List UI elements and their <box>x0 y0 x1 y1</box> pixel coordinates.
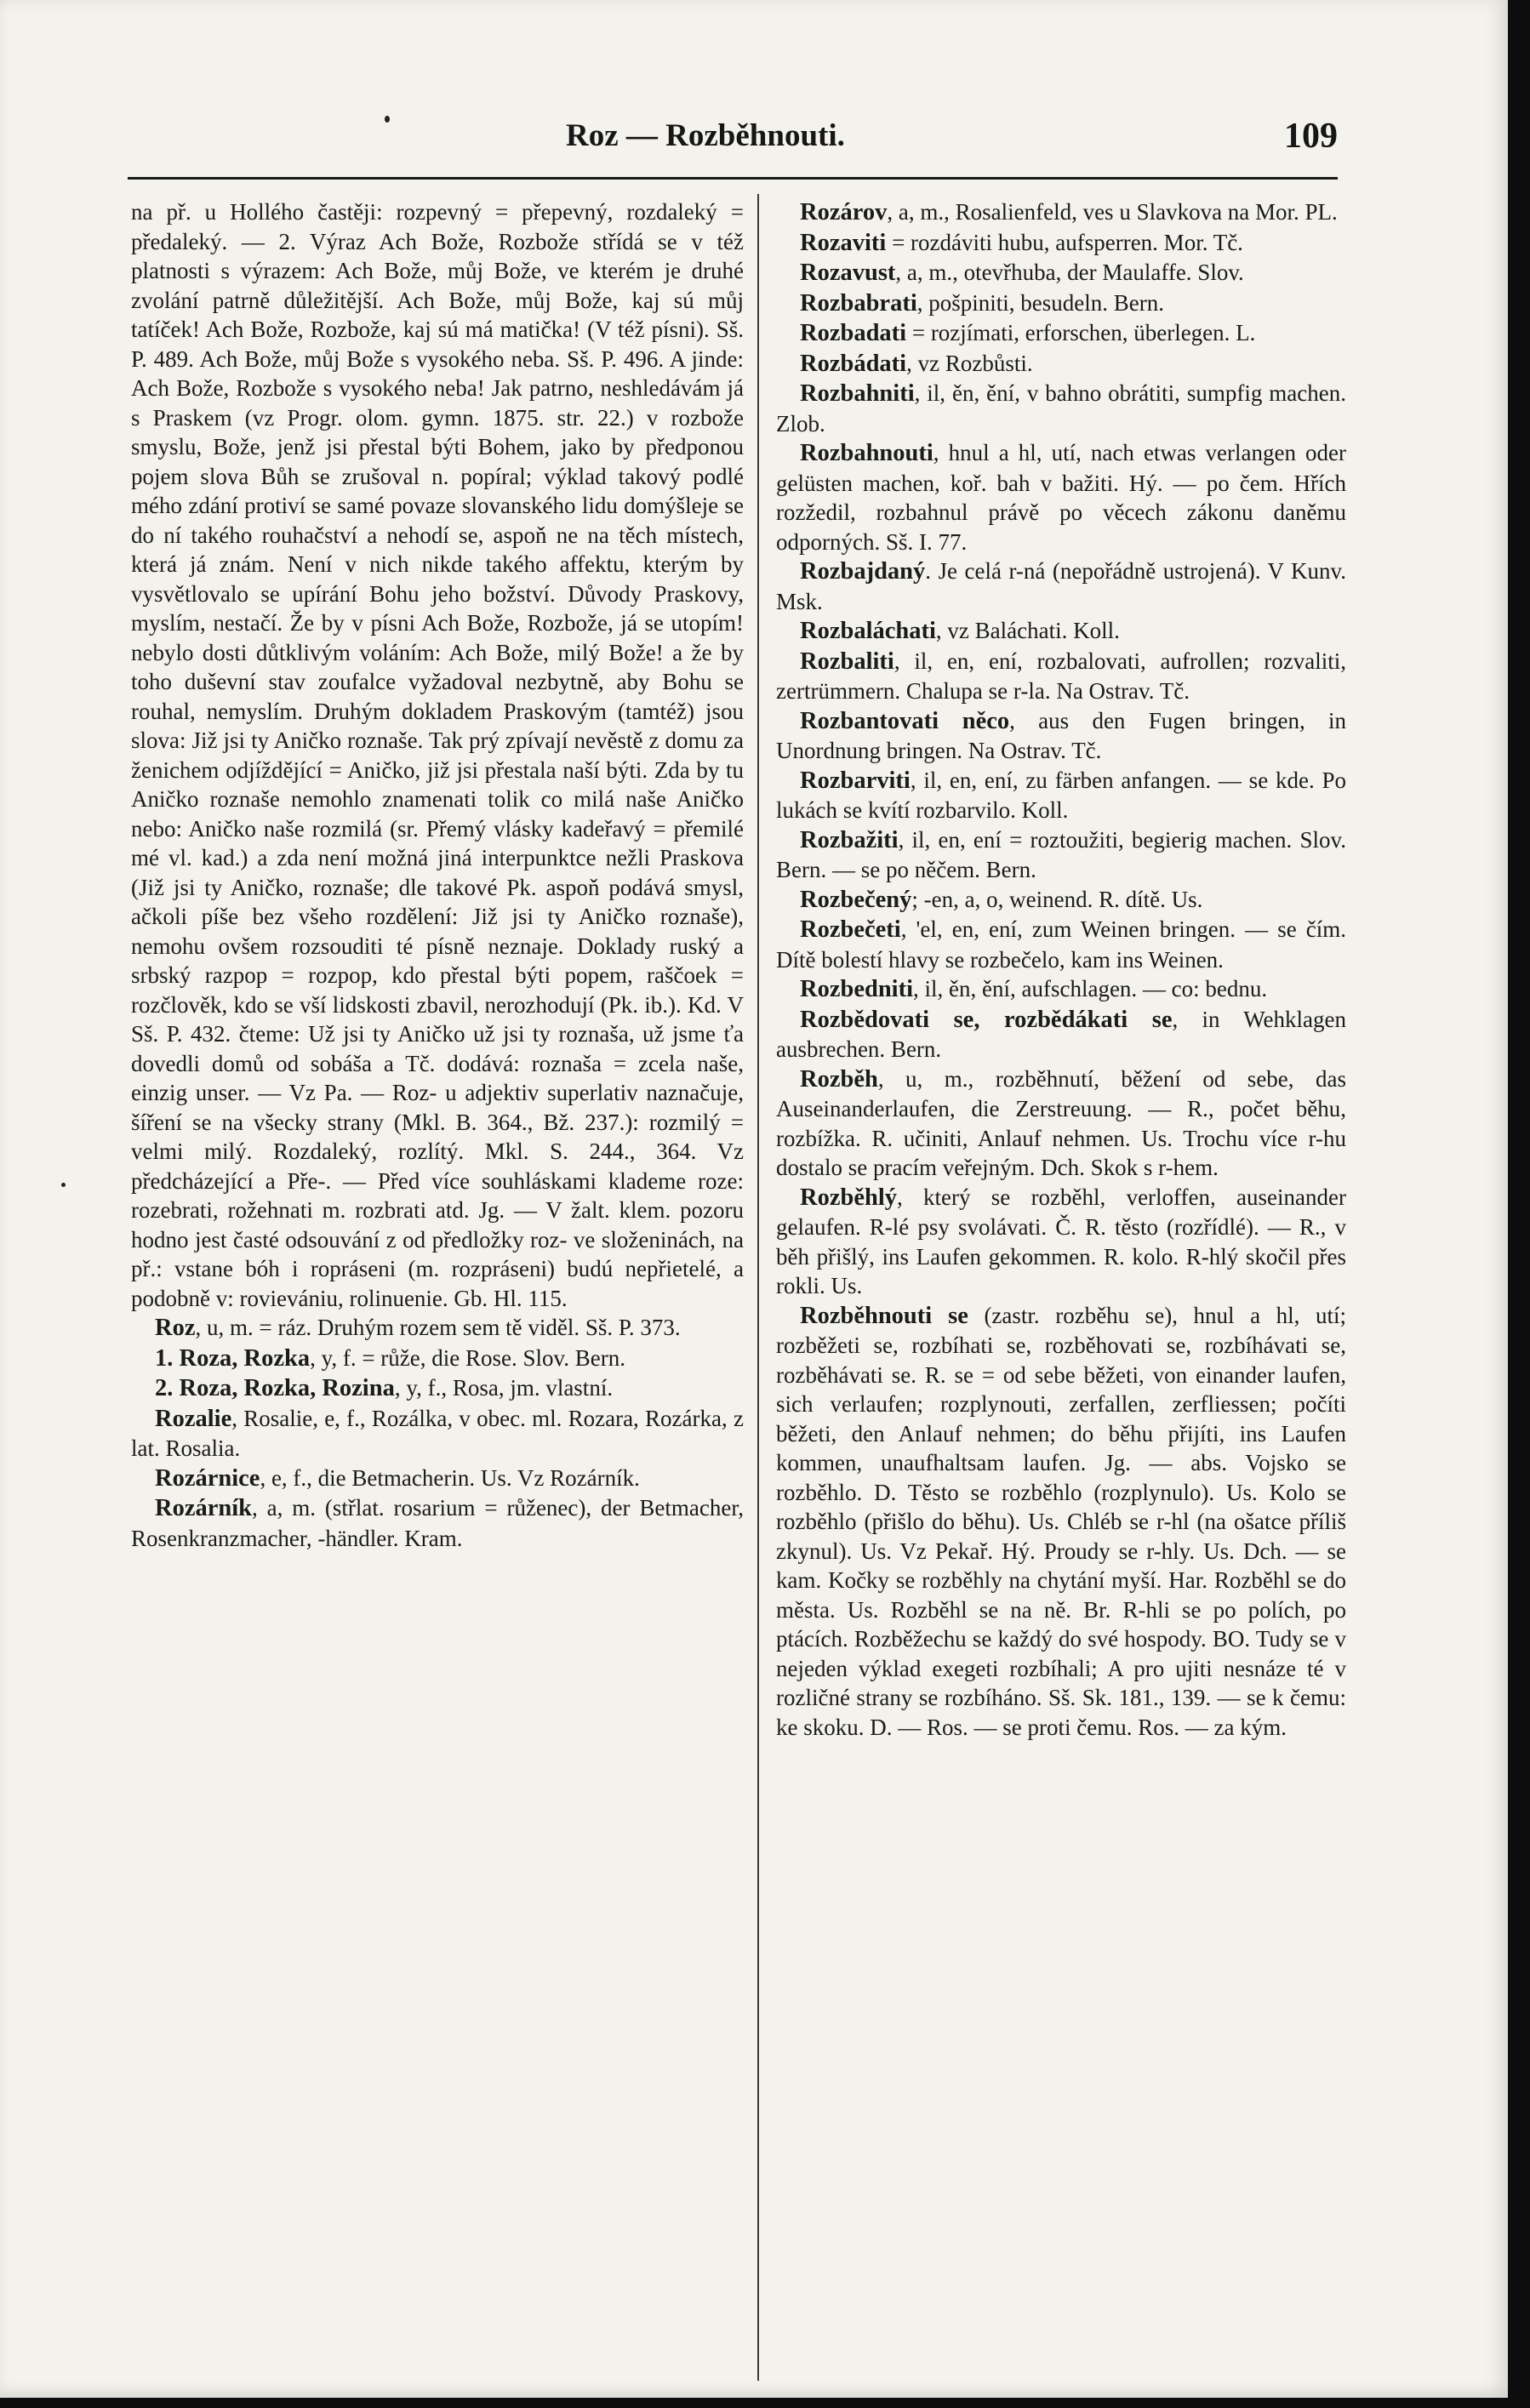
entry-headword: Rozběhnouti se <box>800 1302 968 1329</box>
entry-text: , vz Rozbůsti. <box>906 350 1033 376</box>
entry <box>776 438 1346 556</box>
entry-text: , il, ěn, ění, v bahno obrátiti, sumpfig machen. Zlob. <box>776 380 1346 437</box>
entry <box>776 197 1346 228</box>
entry-headword: Rozbadati <box>800 320 907 346</box>
column-divider <box>757 194 759 2381</box>
entry <box>776 228 1346 259</box>
entry-headword: Rozaviti <box>800 229 887 256</box>
entry-text: , il, en, ení = roztoužiti, begierig machen. Slov. Bern. — se po něčem. Bern. <box>776 826 1346 882</box>
entry <box>776 379 1346 438</box>
entry-headword: Rozbarviti <box>800 767 911 794</box>
header-rule <box>128 177 1338 180</box>
entry-headword: Rozbažiti <box>800 826 899 853</box>
right-column <box>776 197 1346 1742</box>
page-header <box>119 112 1338 163</box>
entry <box>131 1344 744 1374</box>
entry-text: = rozdáviti hubu, aufsperren. Mor. Tč. <box>886 229 1243 255</box>
entry <box>776 1005 1346 1064</box>
entry-text: , il, en, ení, zu färben anfangen. — se kde. Po lukách se kvítí rozbarvilo. Koll. <box>776 767 1346 823</box>
entry-text: , in Wehklagen ausbrechen. Bern. <box>776 1006 1346 1062</box>
entry-headword: Rozbečený <box>800 886 912 913</box>
entry-text: , aus den Fugen bringen, in Unordnung bringen. Na Ostrav. Tč. <box>776 707 1346 763</box>
entry <box>776 556 1346 616</box>
entry-text: , il, en, ení, rozbalovati, aufrollen; rozvaliti, zertrümmern. Chalupa se r-la. Na Ostrav. Tč. <box>776 648 1346 704</box>
entry <box>776 318 1346 349</box>
entry <box>776 825 1346 885</box>
entry <box>776 974 1346 1005</box>
entry <box>776 258 1346 288</box>
entry-text: , a, m. (střlat. rosarium = růženec), der Betmacher, Rosenkranzmacher, -händler. Kram. <box>131 1495 744 1551</box>
entry-text: , y, f. = růže, die Rose. Slov. Bern. <box>310 1344 625 1371</box>
entry-text: , e, f., die Betmacherin. Us. Vz Rozárník. <box>260 1464 640 1491</box>
entry-text: ; -en, a, o, weinend. R. dítě. Us. <box>911 886 1203 912</box>
entry-headword: Rozárník <box>155 1495 252 1521</box>
entry <box>776 706 1346 766</box>
entry <box>776 1064 1346 1183</box>
entry-text: , hnul a hl, utí, nach etwas verlangen oder gelüsten machen, koř. bah v bažiti. Hý. — po čem. Hřích rozžedil, rozbahnul právě po věcech zákonu daněmu odporných. Sš. I. 77. <box>776 440 1346 555</box>
entry <box>776 1183 1346 1301</box>
entry-text: = rozjímati, erforschen, überlegen. L. <box>906 320 1256 345</box>
entry-text: , u, m., rozběhnutí, běžení od sebe, das Auseinanderlaufen, die Zerstreuung. — R., počet běhu, rozbížka. R. učiniti, Anlauf nehmen. Us. Trochu více r-hu dostalo se pracím veřejným. Dch. Skok s r-hem. <box>776 1065 1346 1180</box>
entry-text: , a, m., Rosalienfeld, ves u Slavkova na Mor. PL. <box>887 199 1338 225</box>
left-column <box>131 197 744 1553</box>
entry <box>131 1404 744 1464</box>
entry <box>776 1301 1346 1743</box>
entry-text: , y, f., Rosa, jm. vlastní. <box>394 1375 614 1401</box>
entry <box>776 616 1346 647</box>
entry-headword: Rozavust <box>800 260 896 286</box>
entry-headword: Rozbahniti <box>800 380 915 407</box>
entry-headword: Rozbajdaný <box>800 558 926 585</box>
entry-headword: Rozběh <box>800 1065 878 1093</box>
entry-text: . Je celá r-ná (nepořádně ustrojená). V Kunv. Msk. <box>776 558 1346 614</box>
entry <box>776 647 1346 706</box>
entry-text: , pošpiniti, besudeln. Bern. <box>916 289 1164 316</box>
entry-headword: Rozbaláchati <box>800 618 936 644</box>
entry <box>776 349 1346 379</box>
ink-speck <box>385 116 390 123</box>
entry-headword: Rozárnice <box>155 1464 260 1492</box>
entry-headword: Rozbahnouti <box>800 440 933 466</box>
entry-headword: Roz <box>155 1315 196 1341</box>
entry-text: , a, m., otevřhuba, der Maulaffe. Slov. <box>895 260 1244 285</box>
entry-headword: 1. Roza, Rozka <box>155 1344 311 1372</box>
entry <box>131 1493 744 1553</box>
entry <box>776 915 1346 974</box>
entry <box>131 1464 744 1494</box>
entry <box>776 288 1346 319</box>
entry-text: , který se rozběhl, verloffen, auseinander gelaufen. R-lé psy svolávati. Č. R. těsto (rozřídlé). — R., v běh přišlý, ins Laufen gekommen. R. kolo. R-hlý skočil přes rokli. Us. <box>776 1184 1346 1298</box>
entry-headword: Rozbedniti <box>800 976 914 1002</box>
entry-headword: 2. Roza, Rozka, Rozina <box>155 1375 395 1401</box>
entry-headword: Rozbádati <box>800 350 907 377</box>
entry-headword: Rozbaliti <box>800 648 894 675</box>
entry-headword: Rozbědovati se, rozbědákati se <box>800 1006 1173 1033</box>
entry-headword: Rozběhlý <box>800 1184 897 1211</box>
entry-text: , 'el, en, ení, zum Weinen bringen. — se čím. Dítě bolestí hlavy se rozbečelo, kam ins Weinen. <box>776 916 1346 973</box>
entry <box>131 1373 744 1404</box>
running-head: Roz — Rozběhnouti. <box>566 118 845 153</box>
entry-headword: Rozbantovati něco <box>800 707 1010 734</box>
entry-headword: Rozárov <box>800 199 888 225</box>
entry <box>776 885 1346 916</box>
entry <box>776 766 1346 825</box>
intro-paragraph: na př. u Hollého častěji: rozpevný = přepevný, rozdaleký = předaleký. — 2. Výraz Ach Bože, Rozbože střídá se v též platnosti s výrazem: Ach Bože, můj Bože, ve kterém je druhé zvolání patrně důležitější. Ach Bože, můj Bože, kaj sú můj tatíček! Ach Bože, Rozbože, kaj sú má matička! (V též písni). Sš. P. 489. Ach Bože, můj Bože s vysokého neba. Sš. P. 496. A jinde: Ach Bože, Rozbože s vysokého neba! Jak patrno, neshledávám já s Praskem (vz Progr. olom. gymn. 1875. str. 22.) v rozbože smyslu, Bože, jenž jsi přestal býti Bohem, jako by předponou pojem slova Bůh se zrušoval n. popíral; výklad takový podlé mého zdání protiví se samé povaze slovanského lidu domýšleje se do ní takého rouhačství a nehodí se, aspoň ne na těch místech, která já znám. Není v nich nikde takého affektu, kterým by vysvětlovalo se upírání Bohu jeho božství. Důvody Praskovy, myslím, nestačí. Že by v písni Ach Bože, Rozbože, já se utopím! nebylo dosti důtklivým voláním: Ach Bože, milý Bože! a že by toho duševní stav zoufalce vyžadoval nezbytně, aby Bohu se rouhal, nemyslím. Druhým dokladem Praskovým (tamtéž) jsou slova: Již jsi ty Aničko roznaše. Tak prý zpívají nevěstě z domu za ženichem odjíždějící = Aničko, již jsi přestala naší býti. Zda by tu Aničko roznaše nemohlo znamenati tolik co milá naše Aničko nebo: Aničko naše rozmilá (sr. Přemý vlásky kadeřavý = přemilé mé vl. kad.) a zda není možná jiná interpunktce nežli Praskova (Již jsi ty Aničko, roznaše; dle takové Pk. aspoň podává smysl, ačkoli píše bez všeho rozdělení: Již jsi ty Aničko roznaše), nemohu ovšem rozsouditi té písně neznaje. Doklady ruský a srbský razpop = rozpop, kdo přestal býti popem, raščoek = rozčlověk, kdo se vší lidskosti zbavil, nerozhodují (Pk. ib.). Kd. V Sš. P. 432. čteme: Už jsi ty Aničko už jsi ty roznaša, už jsme ťa dovedli domů od sobáša a Tč. dodává: roznaša = zcela naše, einzig unser. — Vz Pa. — Roz- u adjektiv superlativ naznačuje, šíření se na všecky strany (Mkl. B. 364., Bž. 237.): rozmilý = velmi milý. Rozdaleký, rozlítý. Mkl. S. 244., 364. Vz předcházející a Pře-. — Před více souhláskami klademe roze: rozebrati, rožehnati m. rozbrati atd. Jg. — V žalt. klem. pozoru hodno jest časté odsouvání z od předložky roz- ve složeninách, na př.: vstane bóh i ropráseni (m. rozpráseni) budú nepřietelé, a podobně v: rovievániu, rolinuenie. Gb. Hl. 115. <box>131 199 744 1311</box>
entry-headword: Rozbabrati <box>800 289 917 317</box>
entry-text: , il, ěn, ění, aufschlagen. — co: bednu. <box>913 976 1268 1001</box>
entry-text: , vz Baláchati. Koll. <box>935 618 1120 643</box>
entry <box>131 1313 744 1344</box>
ink-speck <box>61 1183 66 1187</box>
entry-headword: Rozalie <box>155 1405 232 1432</box>
entry-text: , u, m. = ráz. Druhým rozem sem tě viděl. Sš. P. 373. <box>195 1315 681 1340</box>
entry-headword: Rozbečeti <box>800 916 901 943</box>
entry-text: (zastr. rozběhu se), hnul a hl, utí; rozběžeti se, rozbíhati se, rozběhovati se, rozbíhávati se, rozběhávati se. R. se = od sebe běžeti, von einander laufen, sich verlaufen; rozplynouti, zerfallen, zerfliessen; počíti běžeti, den Anlauf nehmen; do běhu přijíti, ins Laufen kommen, unaufhaltsam laufen. Jg. — abs. Vojsko se rozběhlo. D. Těsto se rozběhlo (rozplynulo). Us. Kolo se rozběhlo (přišlo do běhu). Us. Chléb se r-hl (na ošatce příliš zkynul). Us. Vz Pekař. Hý. Proudy se r-hly. Us. Dch. — se kam. Kočky se rozběhly na chytání myší. Har. Rozběhl se do města. Us. Rozběhl se na ně. Br. R-hli se po polích, po ptácích. Rozběžechu se každý do své hospody. BO. Tudy se v nejeden výklad exegeti rozbíhali; A pro ujiti nesnáze té v rozličné strany se rozbíháno. Sš. Sk. 181., 139. — se k čemu: ke skoku. D. — Ros. — se proti čemu. Ros. — za kým. <box>776 1302 1346 1740</box>
page-number: 109 <box>1284 117 1338 156</box>
entry-text: , Rosalie, e, f., Rozálka, v obec. ml. Rozara, Rozárka, z lat. Rosalia. <box>131 1405 744 1461</box>
